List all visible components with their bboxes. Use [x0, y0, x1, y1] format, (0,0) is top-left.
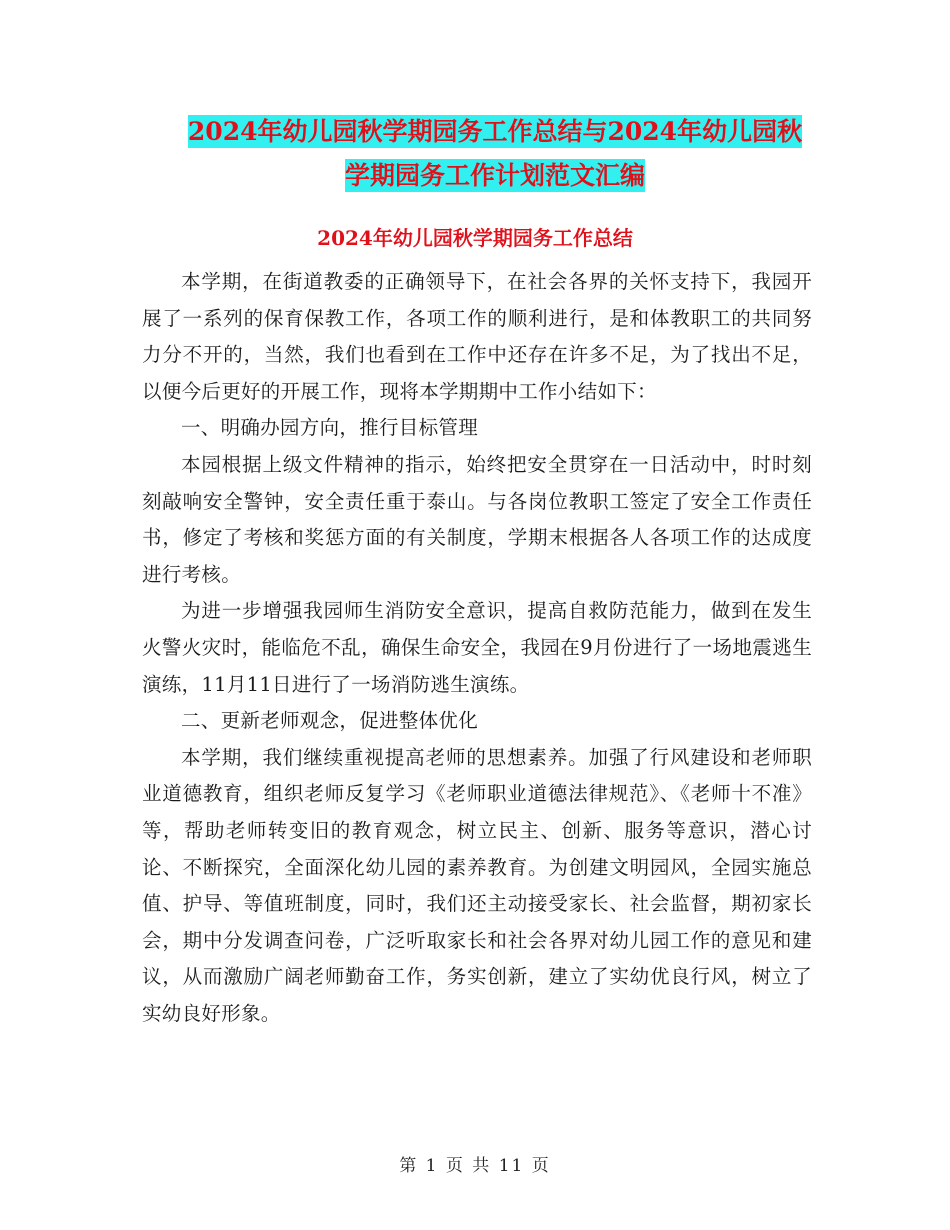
title-line-2: 学期园务工作计划范文汇编	[344, 161, 645, 190]
document-title	[140, 110, 850, 198]
paragraph-fire-drill: 为进一步增强我园师生消防安全意识，提高自救防范能力，做到在发生火警火灾时，能临危不乱，确保生命安全，我园在9月份进行了一场地震逃生演练，11月11日进行了一场消防逃生演练。	[142, 599, 812, 696]
section-title: 2024年幼儿园秋学期园务工作总结	[317, 226, 633, 250]
document-body	[142, 264, 812, 1032]
paragraph-teachers: 本学期，我们继续重视提高老师的思想素养。加强了行风建设和老师职业道德教育，组织老师反复学习《老师职业道德法律规范》、《老师十不准》等，帮助老师转变旧的教育观念，树立民主、创新、服务等意识，潜心讨论、不断探究，全面深化幼儿园的素养教育。为创建文明园风，全园实施总值、护导、等值班制度，同时，我们还主动接受家长、社会监督，期初家长会，期中分发调查问卷，广泛听取家长和社会各界对幼儿园工作的意见和建议，从而激励广阔老师勤奋工作，务实创新，建立了实幼优良行风，树立了实幼良好形象。	[142, 745, 812, 1025]
heading-section-2: 二、更新老师观念，促进整体优化	[181, 709, 479, 733]
paragraph-intro: 本学期，在街道教委的正确领导下，在社会各界的关怀支持下，我园开展了一系列的保育保教工作，各项工作的顺利进行，是和体教职工的共同努力分不开的，当然，我们也看到在工作中还存在许多不足，为了找出不足，以便今后更好的开展工作，现将本学期期中工作小结如下：	[142, 270, 812, 403]
page-footer: 第 1 页 共 11 页	[399, 1156, 551, 1176]
title-line-1: 2024年幼儿园秋学期园务工作总结与2024年幼儿园秋	[187, 117, 803, 146]
heading-section-1: 一、明确办园方向，推行目标管理	[181, 416, 479, 440]
paragraph-safety: 本园根据上级文件精神的指示，始终把安全贯穿在一日活动中，时时刻刻敲响安全警钟，安全责任重于泰山。与各岗位教职工签定了安全工作责任书，修定了考核和奖惩方面的有关制度，学期末根据各人各项工作的达成度进行考核。	[142, 452, 812, 586]
